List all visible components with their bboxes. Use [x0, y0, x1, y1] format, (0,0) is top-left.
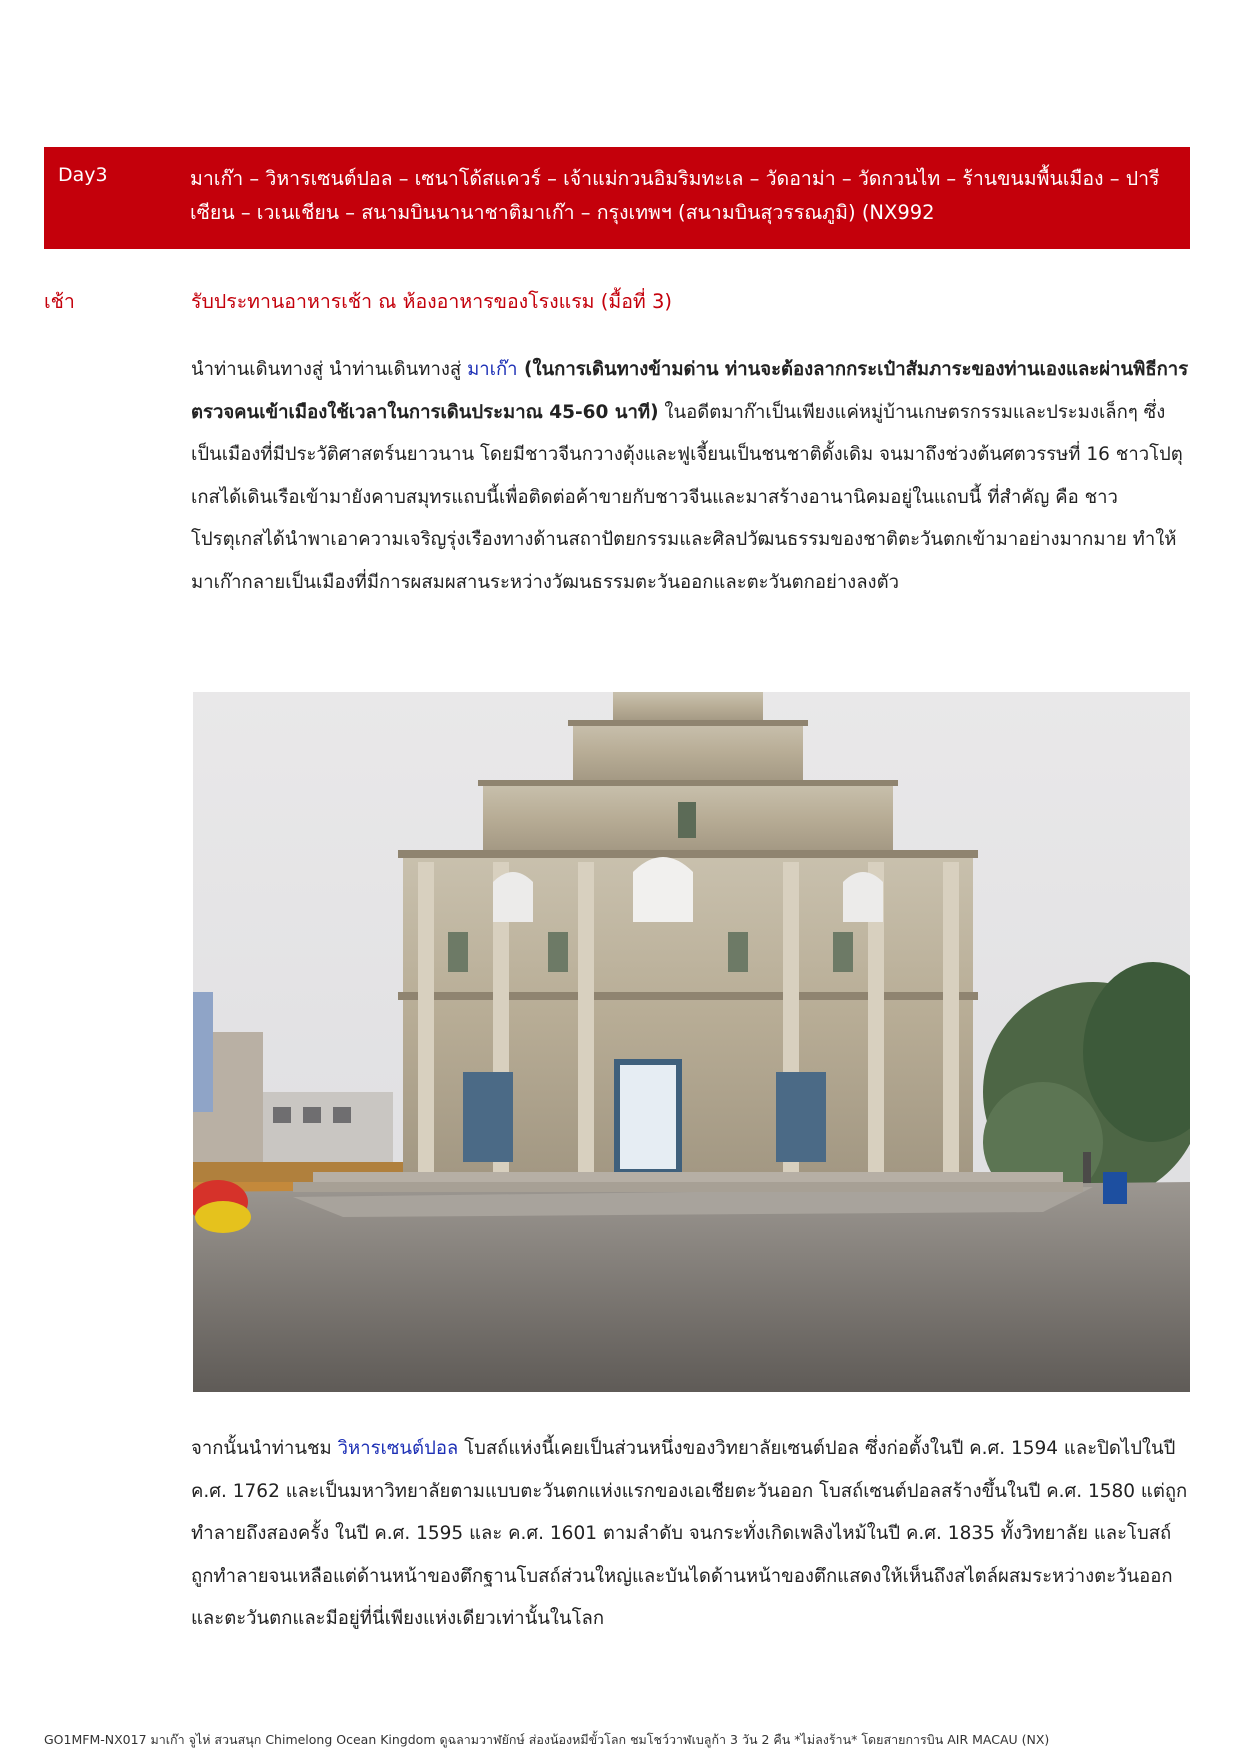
- meal-label: เช้า: [44, 290, 75, 313]
- paragraph-body: โบสถ์แห่งนี้เคยเป็นส่วนหนึ่งของวิทยาลัยเซนต์ปอล ซึ่งก่อตั้งในปี ค.ศ. 1594 และปิดไปในปี ค.ศ. 1762 และเป็นมหาวิทยาลัยตามแบบตะวันตกแห่งแรกของเอเชียตะวันออก โบสถ์เซนต์ปอลสร้างขึ้นในปี ค.ศ. 1580 แต่ถูกทำลายถึงสองครั้ง ในปี ค.ศ. 1595 และ ค.ศ. 1601 ตามลำดับ จนกระทั่งเกิดเพลิงไหม้ในปี ค.ศ. 1835 ทั้งวิทยาลัย และโบสถ์ถูกทำลายจนเหลือแต่ด้านหน้าของตึกฐานโบสถ์ส่วนใหญ่และบันไดด้านหน้าของตึกแสดงให้เห็นถึงสไตล์ผสมระหว่างตะวันออกและตะวันตกและมีอยู่ที่นี่เพียงแห่งเดียวเท่านั้นในโลก: [191, 1438, 1188, 1629]
- macau-highlight-link: มาเก๊า: [467, 359, 518, 380]
- ruins-of-st-paul-photo: [193, 692, 1190, 1392]
- paragraph-macau-intro: [191, 349, 1190, 604]
- st-paul-highlight-link: วิหารเซนต์ปอล: [337, 1438, 459, 1459]
- meal-text: รับประทานอาหารเช้า ณ ห้องอาหารของโรงแรม (มื้อที่ 3): [191, 290, 672, 313]
- border-crossing-note: (ในการเดินทางข้ามด่าน ท่านจะต้องลากกระเป๋าสัมภาระของท่านเองและผ่านพิธีการตรวจคนเข้าเมืองใช้เวลาในการเดินประมาณ 45-60 นาที): [191, 359, 1189, 423]
- paragraph-lead: นำท่านเดินทางสู่ นำท่านเดินทางสู่: [191, 359, 468, 380]
- day-banner: [44, 147, 1190, 249]
- paragraph-lead: จากนั้นนำท่านชม: [191, 1438, 338, 1459]
- paragraph-body: ในอดีตมาก๊าเป็นเพียงแค่หมู่บ้านเกษตรกรรมและประมงเล็กๆ ซึ่งเป็นเมืองที่มีประวัติศาสตร์นยาวนาน โดยมีชาวจีนกวางตุ้งและฟูเจี้ยนเป็นชนชาติดั้งเดิม จนมาถึงช่วงต้นศตวรรษที่ 16 ชาวโปตุเกสได้เดินเรือเข้ามายังคาบสมุทรแถบนี้เพื่อติดต่อค้าขายกับชาวจีนและมาสร้างอานานิคมอยู่ในแถบนี้ ที่สำคัญ คือ ชาวโปรตุเกสได้นำพาเอาความเจริญรุ่งเรืองทางด้านสถาปัตยกรรมและศิลปวัฒนธรรมของชาติตะวันตกเข้ามาอย่างมากมาย ทำให้มาเก๊ากลายเป็นเมืองที่มีการผสมผสานระหว่างวัฒนธรรมตะวันออกและตะวันตกอย่างลงตัว: [191, 401, 1183, 593]
- day-title: มาเก๊า – วิหารเซนต์ปอล – เซนาโด้สแควร์ – เจ้าแม่กวนอิมริมทะเล – วัดอาม่า – วัดกวนไท – ร้านขนมพื้นเมือง – ปารีเซียน – เวเนเชียน – สนามบินนานาชาติมาเก๊า – กรุงเทพฯ (สนามบินสุวรรณภูมิ) (NX992: [190, 167, 1160, 224]
- day-label: Day3: [58, 164, 108, 186]
- paragraph-st-paul: [191, 1428, 1190, 1641]
- page-footer: GO1MFM-NX017 มาเก๊า จูไห่ สวนสนุก Chimelong Ocean Kingdom ดูฉลามวาฬยักษ์ ส่องน้องหมีขั้วโลก ชมโชว์วาฬเบลูก้า 3 วัน 2 คืน *ไม่ลงร้าน* โดยสายการบิน AIR MACAU (NX): [44, 1732, 1050, 1747]
